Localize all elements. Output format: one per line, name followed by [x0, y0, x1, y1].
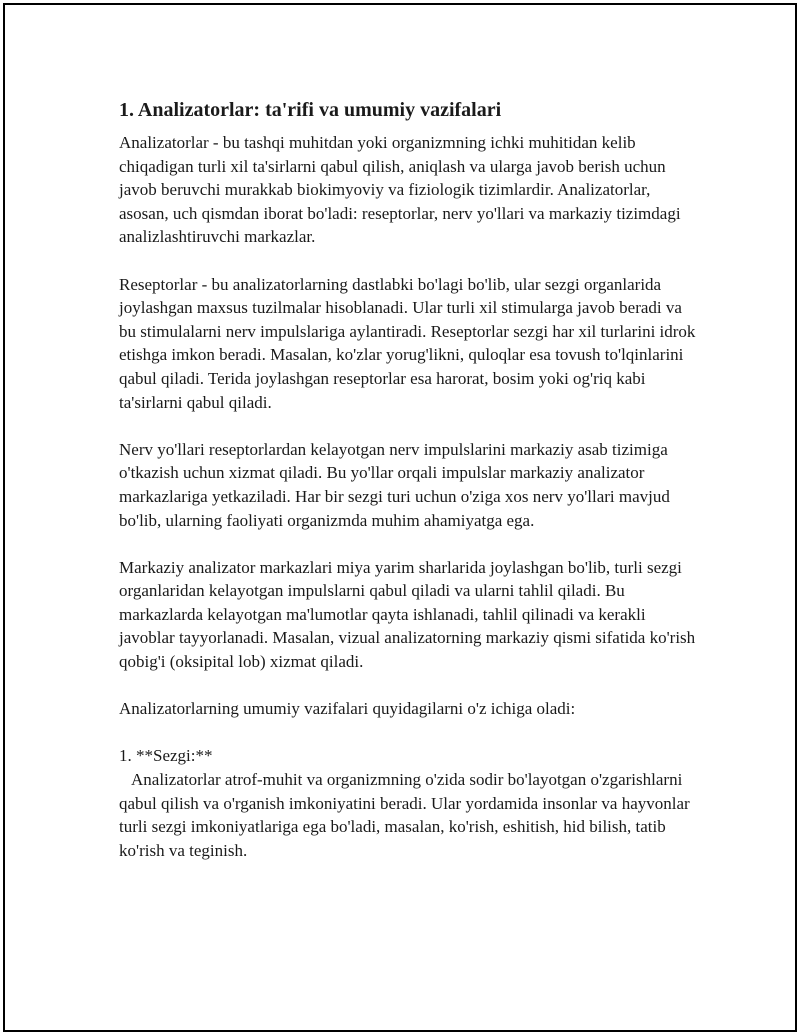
paragraph-central-centers: Markaziy analizator markazlari miya yarim sharlarida joylashgan bo'lib, turli sezgi organlaridan kelayotgan impulslarni qabul qiladi va ularni tahlil qiladi. Bu markazlarda kelayotgan ma'lumotlar qayta ishlanadi, tahlil qilinadi va kerakli javoblar tayyorlanadi. Masalan, vizual analizatorning markaziy qismi sifatida ko'rish qobig'i (oksipital lob) xizmat qiladi.: [119, 557, 696, 672]
list-item-heading: 1. **Sezgi:**: [119, 746, 213, 766]
list-item-body: [119, 768, 699, 862]
document-content: [119, 97, 699, 862]
paragraph-general-functions: Analizatorlarning umumiy vazifalari quyidagilarni o'z ichiga oladi:: [119, 699, 576, 719]
paragraph-receptors: Reseptorlar - bu analizatorlarning dastlabki bo'lagi bo'lib, ular sezgi organlarida joylashgan maxsus tuzilmalar hisoblanadi. Ular turli xil stimularga javob beradi va bu stimulalarni nerv impulslariga aylantiradi. Reseptorlar sezgi har xil turlarini idrok etishga imkon beradi. Masalan, ko'zlar yorug'likni, quloqlar esa tovush to'lqinlarini qabul qiladi. Terida joylashgan reseptorlar esa harorat, bosim yoki og'riq kabi ta'sirlarni qabul qiladi.: [119, 274, 696, 412]
paragraph-nerve-pathways: Nerv yo'llari reseptorlardan kelayotgan nerv impulslarini markaziy asab tizimiga o'tkazish uchun xizmat qiladi. Bu yo'llar orqali impulslar markaziy analizator markazlariga yetkaziladi. Har bir sezgi turi uchun o'ziga xos nerv yo'llari mavjud bo'lib, ularning faoliyati organizmda muhim ahamiyatga ega.: [119, 439, 670, 530]
list-item-body-text: Analizatorlar atrof-muhit va organizmning o'zida sodir bo'layotgan o'zgarishlarni qabul qilish va o'rganish imkoniyatini beradi. Ular yordamida insonlar va hayvonlar turli sezgi imkoniyatlariga ega bo'ladi, masalan, ko'rish, eshitish, hid bilish, tatib ko'rish va teginish.: [119, 770, 690, 860]
page-frame: [3, 3, 797, 1032]
document-title: 1. Analizatorlar: ta'rifi va umumiy vazifalari: [119, 99, 502, 121]
paragraph-analyzers-definition: Analizatorlar - bu tashqi muhitdan yoki organizmning ichki muhitidan kelib chiqadigan turli xil ta'sirlarni qabul qilish, aniqlash va ularga javob berish uchun javob beruvchi murakkab biokimyoviy va fiziologik tizimlardir. Analizatorlar, asosan, uch qismdan iborat bo'ladi: reseptorlar, nerv yo'llari va markaziy tizimdagi analizlashtiruvchi markazlar.: [119, 133, 681, 247]
